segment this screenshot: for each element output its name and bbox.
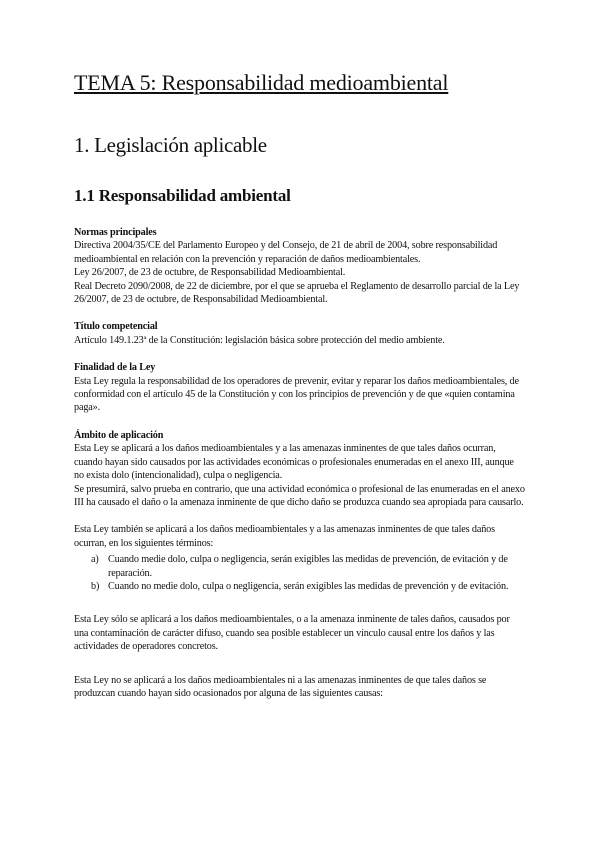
section-heading: Ámbito de aplicación [74, 429, 164, 441]
section-titulo [74, 320, 526, 347]
section-heading: Finalidad de la Ley [74, 362, 156, 374]
heading-legislacion: 1. Legislación aplicable [74, 133, 267, 157]
heading-responsabilidad: 1.1 Responsabilidad ambiental [74, 186, 291, 205]
ambito-paragraph: Esta Ley no se aplicará a los daños medioambientales ni a las amenazas inminentes de que tales daños se produzcan cuando hayan sido ocasionados por alguna de las siguientes causas: [74, 674, 487, 699]
norma-line: Ley 26/2007, de 23 de octubre, de Responsabilidad Medioambiental. [74, 267, 346, 279]
list-item [74, 553, 526, 580]
section-text: Esta Ley regula la responsabilidad de los operadores de prevenir, evitar y reparar los daños medioambientales, de conformidad con el artículo 45 de la Constitución y con los principios de prevención y de que «quien contamina paga». [74, 375, 519, 414]
list-item [74, 580, 526, 593]
document-title: TEMA 5: Responsabilidad medioambiental [74, 70, 449, 95]
norma-line: Real Decreto 2090/2008, de 22 de diciembre, por el que se aprueba el Reglamento de desarrollo parcial de la Ley 26/2007, de 23 de octubre, de Responsabilidad Medioambiental. [74, 280, 520, 306]
list-marker: b) [91, 580, 100, 592]
document-page [74, 70, 526, 700]
section-ambito [74, 429, 526, 701]
list-text: Cuando medie dolo, culpa o negligencia, serán exigibles las medidas de prevención, de evitación y de reparación. [108, 554, 508, 579]
list-text: Cuando no medie dolo, culpa o negligencia, serán exigibles las medidas de prevención y de evitación. [108, 580, 509, 592]
ambito-paragraph: Esta Ley sólo se aplicará a los daños medioambientales, o a la amenaza inminente de tales daños, causados por una contaminación de carácter difuso, cuando sea posible establecer un vínculo causal entre los daños y las actividades de operadores concretos. [74, 614, 510, 653]
section-finalidad [74, 361, 526, 415]
norma-line: Directiva 2004/35/CE del Parlamento Europeo y del Consejo, de 21 de abril de 2004, sobre responsabilidad medioambiental en relación con la prevención y reparación de daños medioambientales. [74, 240, 498, 265]
list-marker: a) [91, 554, 99, 566]
ambito-paragraph: Esta Ley también se aplicará a los daños medioambientales y a las amenazas inminentes de que tales daños ocurran, en los siguientes términos: [74, 524, 495, 549]
ambito-paragraph: Esta Ley se aplicará a los daños medioambientales y a las amenazas inminentes de que tales daños ocurran, cuando hayan sido causados por las actividades económicas o profesionales enumeradas en el anexo III, aunque no exista dolo (intencionalidad), culpa o negligencia. [74, 443, 514, 482]
ambito-list [74, 553, 526, 593]
section-text: Artículo 149.1.23ª de la Constitución: legislación básica sobre protección del medio ambiente. [74, 334, 445, 346]
section-normas [74, 226, 526, 306]
ambito-paragraph: Se presumirá, salvo prueba en contrario, que una actividad económica o profesional de las enumeradas en el anexo III ha causado el daño o la amenaza inminente de que dicho daño se produzca cuando sea apropiada para causarlo. [74, 483, 525, 508]
section-heading: Título competencial [74, 321, 158, 333]
section-heading: Normas principales [74, 227, 157, 238]
